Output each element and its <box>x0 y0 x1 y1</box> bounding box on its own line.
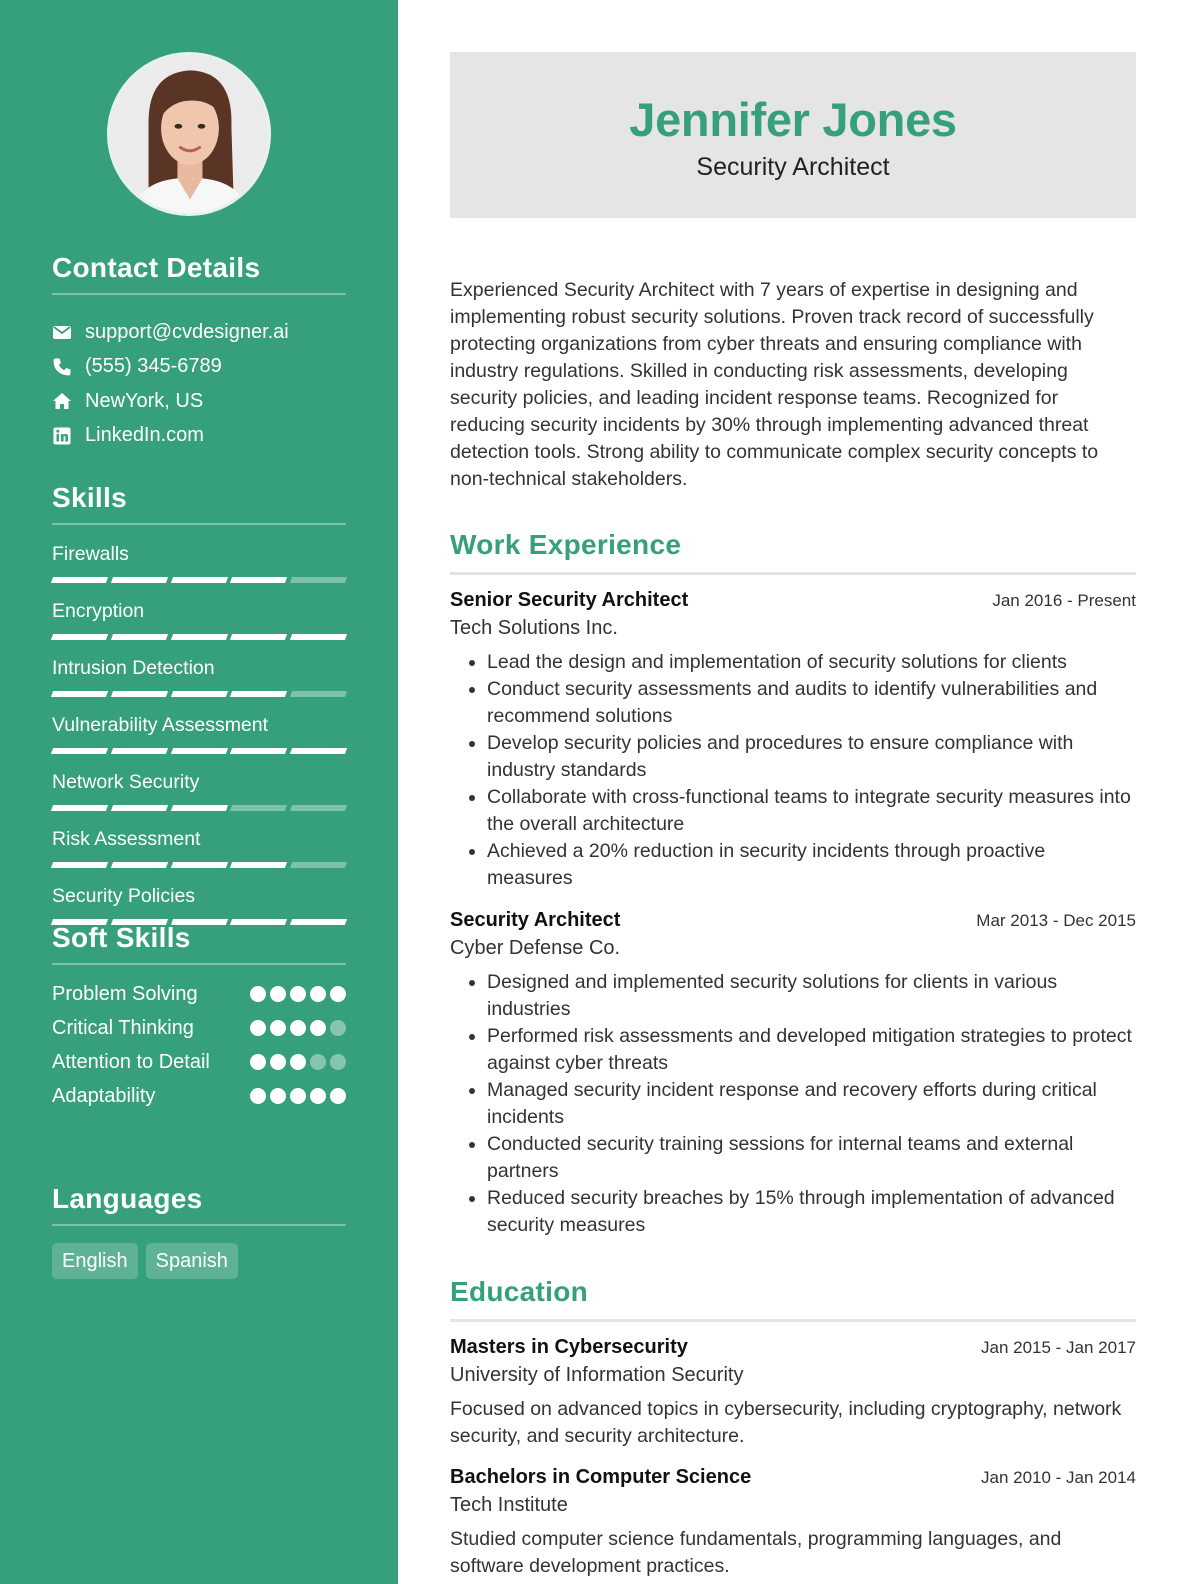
skill-name: Security Policies <box>52 885 196 907</box>
job-entry <box>450 909 1136 1239</box>
job-role: Senior Security Architect <box>450 589 689 611</box>
candidate-name: Jennifer Jones <box>629 93 957 146</box>
languages-heading: Languages <box>52 1183 346 1226</box>
skill-rating-segment <box>171 634 228 640</box>
soft-skill-rating-dots <box>250 1083 346 1104</box>
education-degree: Bachelors in Computer Science <box>450 1466 752 1488</box>
home-icon <box>52 391 85 411</box>
name-header <box>450 52 1136 218</box>
skills-section <box>52 482 346 939</box>
phone-icon <box>52 357 85 377</box>
skill-rating-segment <box>171 805 228 811</box>
skill-rating-bar <box>52 691 346 697</box>
rating-dot <box>270 1020 286 1036</box>
job-bullet: • Reduced security breaches by 15% through implementation of advanced security measures <box>487 1185 1136 1239</box>
skill-rating-segment <box>171 748 228 754</box>
education-entry <box>450 1466 1136 1580</box>
skill-rating-segment <box>230 862 287 868</box>
rating-dot <box>250 1088 266 1104</box>
skill-rating-bar <box>52 634 346 640</box>
skill-item <box>52 540 346 583</box>
soft-skill-item <box>52 981 346 1007</box>
skills-heading: Skills <box>52 482 346 525</box>
skill-rating-bar <box>52 748 346 754</box>
skill-rating-bar <box>52 577 346 583</box>
skill-rating-segment <box>290 691 347 697</box>
rating-dot <box>330 1054 346 1070</box>
contact-linkedin-text: LinkedIn.com <box>85 424 204 447</box>
skill-item <box>52 882 346 925</box>
rating-dot <box>310 986 326 1002</box>
rating-dot <box>250 1020 266 1036</box>
job-bullets <box>450 649 1136 892</box>
job-bullets <box>450 969 1136 1239</box>
candidate-title: Security Architect <box>696 153 890 181</box>
education-description: Studied computer science fundamentals, programming languages, and software development practices. <box>450 1528 1062 1577</box>
soft-skills-list <box>52 981 346 1109</box>
skill-rating-segment <box>290 805 347 811</box>
soft-skill-name: Adaptability <box>52 1085 156 1107</box>
contact-location-text: NewYork, US <box>85 389 204 412</box>
skill-rating-segment <box>171 691 228 697</box>
skill-rating-segment <box>171 862 228 868</box>
contact-heading: Contact Details <box>52 252 346 295</box>
soft-skills-heading: Soft Skills <box>52 922 346 965</box>
avatar <box>107 52 271 216</box>
contact-section <box>52 252 346 453</box>
skill-rating-segment <box>51 805 108 811</box>
soft-skill-name: Critical Thinking <box>52 1017 194 1039</box>
rating-dot <box>290 1088 306 1104</box>
rating-dot <box>330 1088 346 1104</box>
skill-rating-segment <box>111 691 168 697</box>
portrait-photo <box>110 55 268 213</box>
contact-email-text: support@cvdesigner.ai <box>85 320 289 343</box>
skill-rating-segment <box>290 862 347 868</box>
skill-rating-segment <box>171 577 228 583</box>
rating-dot <box>250 986 266 1002</box>
job-dates: Mar 2013 - Dec 2015 <box>976 911 1136 930</box>
education-degree: Masters in Cybersecurity <box>450 1336 688 1358</box>
education-school: University of Information Security <box>450 1364 744 1386</box>
languages-section <box>52 1183 346 1279</box>
skill-rating-segment <box>51 634 108 640</box>
skill-rating-segment <box>111 634 168 640</box>
skill-rating-segment <box>51 691 108 697</box>
skill-rating-segment <box>111 805 168 811</box>
job-company: Tech Solutions Inc. <box>450 617 618 639</box>
soft-skill-item <box>52 1049 346 1075</box>
skill-rating-segment <box>111 862 168 868</box>
skill-item <box>52 597 346 640</box>
job-bullet: • Collaborate with cross-functional teams to integrate security measures into the overall architecture <box>487 784 1136 838</box>
contact-linkedin[interactable] <box>52 419 346 454</box>
skill-rating-segment <box>111 577 168 583</box>
soft-skill-rating-dots <box>250 1015 346 1036</box>
job-company: Cyber Defense Co. <box>450 937 621 959</box>
rating-dot <box>310 1054 326 1070</box>
skill-rating-segment <box>51 748 108 754</box>
skill-name: Risk Assessment <box>52 828 201 850</box>
job-bullet: • Achieved a 20% reduction in security incidents through proactive measures <box>487 838 1136 892</box>
language-tag: English <box>52 1243 138 1279</box>
contact-location <box>52 384 346 419</box>
skill-rating-segment <box>230 634 287 640</box>
rating-dot <box>290 986 306 1002</box>
skill-rating-segment <box>290 577 347 583</box>
rating-dot <box>290 1020 306 1036</box>
soft-skill-name: Problem Solving <box>52 983 198 1005</box>
skill-name: Firewalls <box>52 543 129 565</box>
rating-dot <box>330 986 346 1002</box>
job-role: Security Architect <box>450 909 621 931</box>
skill-rating-segment <box>230 805 287 811</box>
soft-skill-item <box>52 1015 346 1041</box>
rating-dot <box>290 1054 306 1070</box>
contact-list <box>52 315 346 453</box>
job-bullet: • Lead the design and implementation of security solutions for clients <box>487 649 1136 676</box>
job-bullet: • Managed security incident response and recovery efforts during critical incidents <box>487 1077 1136 1131</box>
skill-name: Encryption <box>52 600 145 622</box>
skill-item <box>52 768 346 811</box>
skill-rating-segment <box>230 577 287 583</box>
soft-skill-rating-dots <box>250 1049 346 1070</box>
rating-dot <box>250 1054 266 1070</box>
rating-dot <box>310 1088 326 1104</box>
job-bullet: • Designed and implemented security solutions for clients in various industries <box>487 969 1136 1023</box>
job-bullet: • Conduct security assessments and audits to identify vulnerabilities and recommend solutions <box>487 676 1136 730</box>
skill-name: Intrusion Detection <box>52 657 215 679</box>
skill-rating-segment <box>51 577 108 583</box>
rating-dot <box>270 986 286 1002</box>
skill-name: Network Security <box>52 771 200 793</box>
skill-rating-segment <box>290 748 347 754</box>
skill-rating-segment <box>230 691 287 697</box>
job-bullet: • Develop security policies and procedures to ensure compliance with industry standards <box>487 730 1136 784</box>
education-dates: Jan 2010 - Jan 2014 <box>980 1468 1136 1487</box>
linkedin-icon <box>52 426 85 446</box>
soft-skills-section <box>52 922 346 1117</box>
language-tag: Spanish <box>146 1243 238 1279</box>
skill-rating-segment <box>51 862 108 868</box>
skill-rating-bar <box>52 805 346 811</box>
skill-rating-segment <box>290 634 347 640</box>
sidebar <box>0 0 398 1584</box>
skill-rating-segment <box>111 748 168 754</box>
rating-dot <box>310 1020 326 1036</box>
education-entry <box>450 1336 1136 1450</box>
education-school: Tech Institute <box>450 1494 568 1516</box>
education-dates: Jan 2015 - Jan 2017 <box>980 1338 1136 1357</box>
contact-phone-text: (555) 345-6789 <box>85 355 222 378</box>
contact-phone[interactable] <box>52 350 346 385</box>
rating-dot <box>270 1088 286 1104</box>
contact-email[interactable] <box>52 315 346 350</box>
job-dates: Jan 2016 - Present <box>992 591 1136 610</box>
soft-skill-rating-dots <box>250 981 346 1002</box>
skill-name: Vulnerability Assessment <box>52 714 269 736</box>
skill-item <box>52 711 346 754</box>
soft-skill-name: Attention to Detail <box>52 1051 210 1073</box>
language-tags <box>52 1243 346 1279</box>
skill-item <box>52 825 346 868</box>
rating-dot <box>330 1020 346 1036</box>
education-heading: Education <box>450 1276 1136 1322</box>
education-description: Focused on advanced topics in cybersecurity, including cryptography, network security, and security architecture. <box>450 1398 1122 1447</box>
skills-list <box>52 540 346 925</box>
professional-summary: Experienced Security Architect with 7 years of expertise in designing and implementing robust security solutions. Proven track record of successfully protecting organizations from cyber threats and ensuring compliance with industry regulations. Skilled in conducting risk assessments, developing security policies, and leading incident response teams. Recognized for reducing security incidents by 30% through implementing advanced threat detection tools. Strong ability to communicate complex security concepts to non-technical stakeholders. <box>450 279 1099 490</box>
job-entry <box>450 589 1136 892</box>
job-bullet: • Performed risk assessments and developed mitigation strategies to protect against cyber threats <box>487 1023 1136 1077</box>
work-experience-heading: Work Experience <box>450 529 1136 575</box>
skill-rating-bar <box>52 862 346 868</box>
skill-item <box>52 654 346 697</box>
soft-skill-item <box>52 1083 346 1109</box>
rating-dot <box>270 1054 286 1070</box>
envelope-icon <box>52 322 85 342</box>
job-bullet: • Conducted security training sessions for internal teams and external partners <box>487 1131 1136 1185</box>
skill-rating-segment <box>230 748 287 754</box>
